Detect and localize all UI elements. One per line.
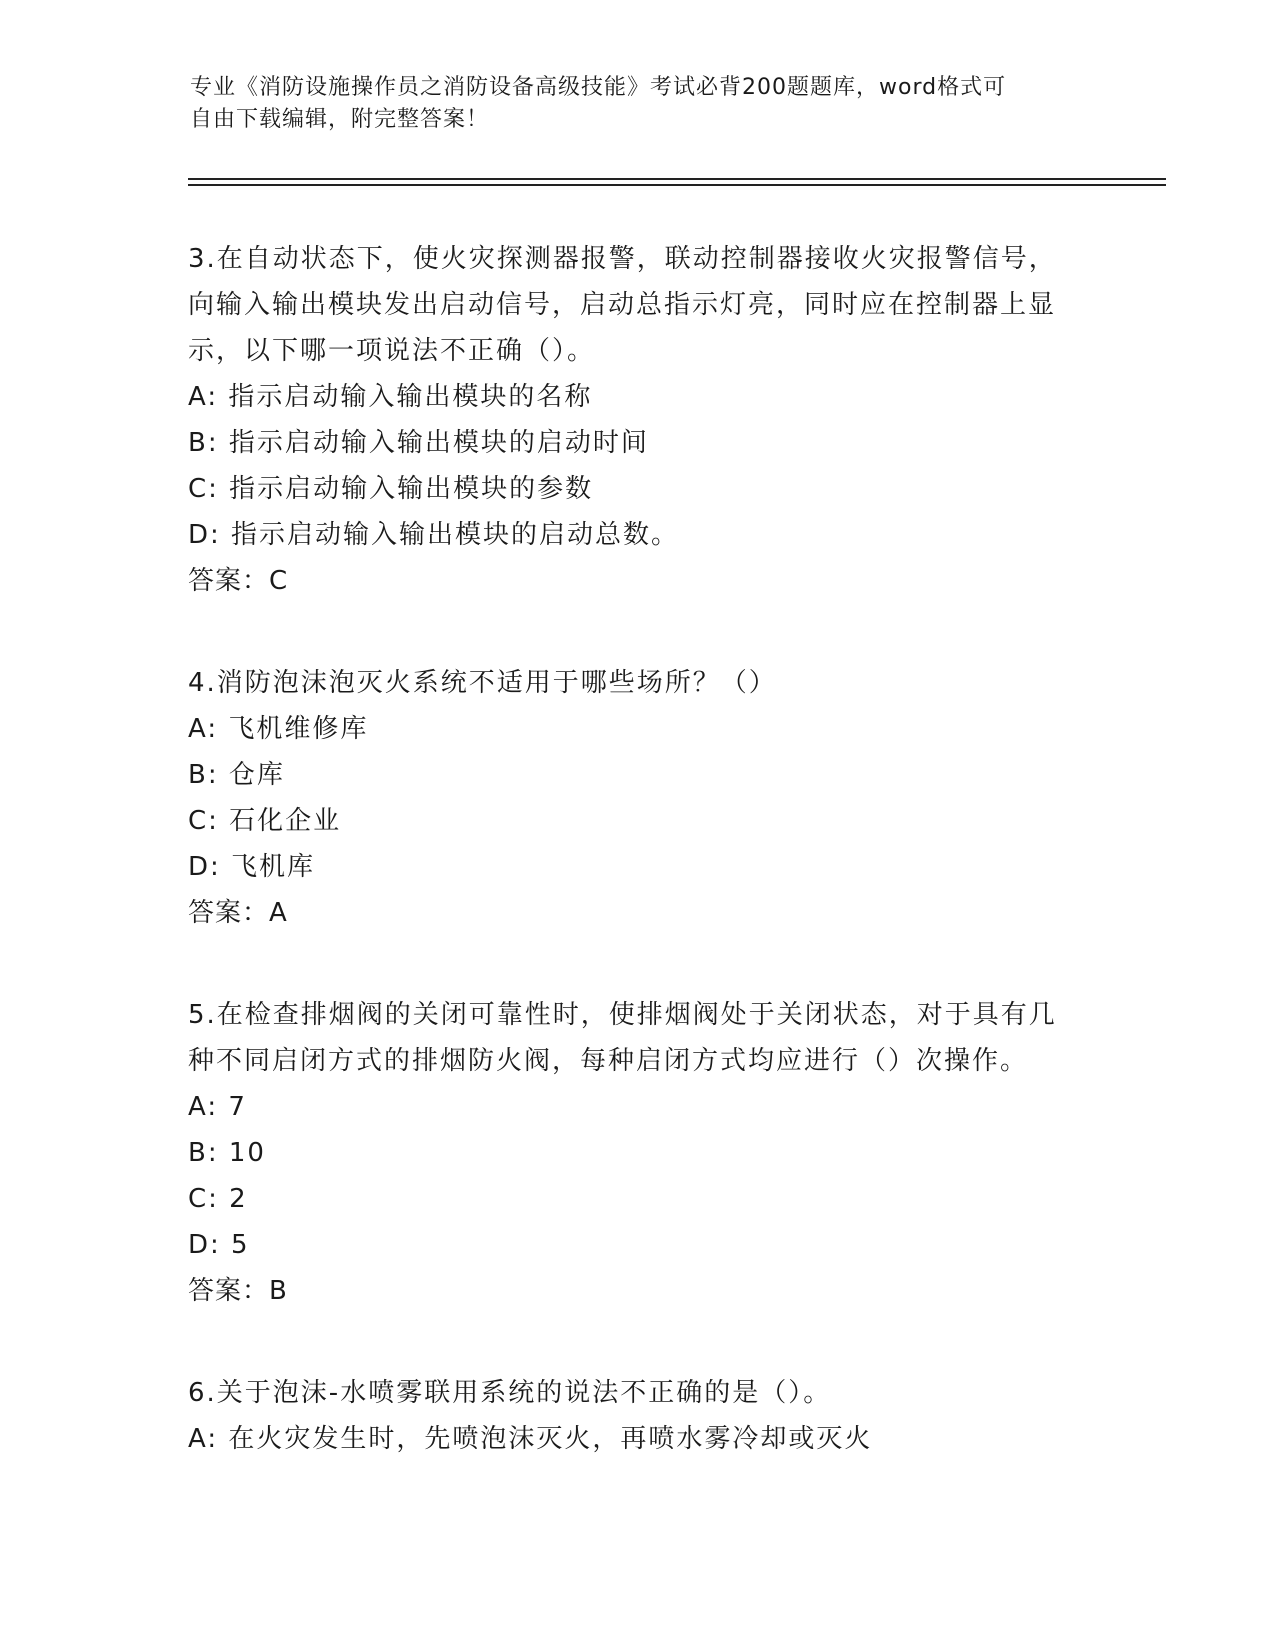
question-text: 5.在检查排烟阀的关闭可靠性时，使排烟阀处于关闭状态，对于具有几种不同启闭方式的排烟防火阀，每种启闭方式均应进行（）次操作。 <box>188 1000 1057 1076</box>
option-c: C: 指示启动输入输出模块的参数 <box>188 474 594 504</box>
option-b: B: 仓库 <box>188 760 285 790</box>
option-a: A: 飞机维修库 <box>188 714 369 744</box>
option-d: D: 5 <box>188 1230 250 1260</box>
question-6 <box>188 1370 1068 1462</box>
header-title-line-2: 自由下载编辑，附完整答案！ <box>190 107 490 132</box>
answer-label: 答案：C <box>188 566 289 596</box>
header-divider-bottom <box>188 184 1166 186</box>
header-title-line-1: 专业《消防设施操作员之消防设备高级技能》考试必背200题题库，word格式可 <box>190 75 1007 100</box>
answer-label: 答案：A <box>188 898 288 928</box>
question-3 <box>188 236 1068 604</box>
answer-label: 答案：B <box>188 1276 288 1306</box>
document-header <box>190 72 1070 136</box>
question-text: 3.在自动状态下，使火灾探测器报警，联动控制器接收火灾报警信号，向输入输出模块发出启动信号，启动总指示灯亮，同时应在控制器上显示，以下哪一项说法不正确（）。 <box>188 244 1057 366</box>
option-b: B: 指示启动输入输出模块的启动时间 <box>188 428 649 458</box>
option-c: C: 石化企业 <box>188 806 342 836</box>
option-a: A: 7 <box>188 1092 247 1122</box>
option-b: B: 10 <box>188 1138 266 1168</box>
header-divider-top <box>188 178 1166 180</box>
question-5 <box>188 992 1068 1314</box>
option-a: A: 指示启动输入输出模块的名称 <box>188 382 593 412</box>
question-text: 6.关于泡沫-水喷雾联用系统的说法不正确的是（）。 <box>188 1378 832 1408</box>
question-4 <box>188 660 1068 936</box>
option-d: D: 指示启动输入输出模块的启动总数。 <box>188 520 680 550</box>
option-d: D: 飞机库 <box>188 852 316 882</box>
question-text: 4.消防泡沫泡灭火系统不适用于哪些场所？（） <box>188 668 777 698</box>
option-a: A: 在火灾发生时，先喷泡沫灭火，再喷水雾冷却或灭火 <box>188 1424 873 1454</box>
option-c: C: 2 <box>188 1184 248 1214</box>
question-list <box>188 236 1068 1518</box>
